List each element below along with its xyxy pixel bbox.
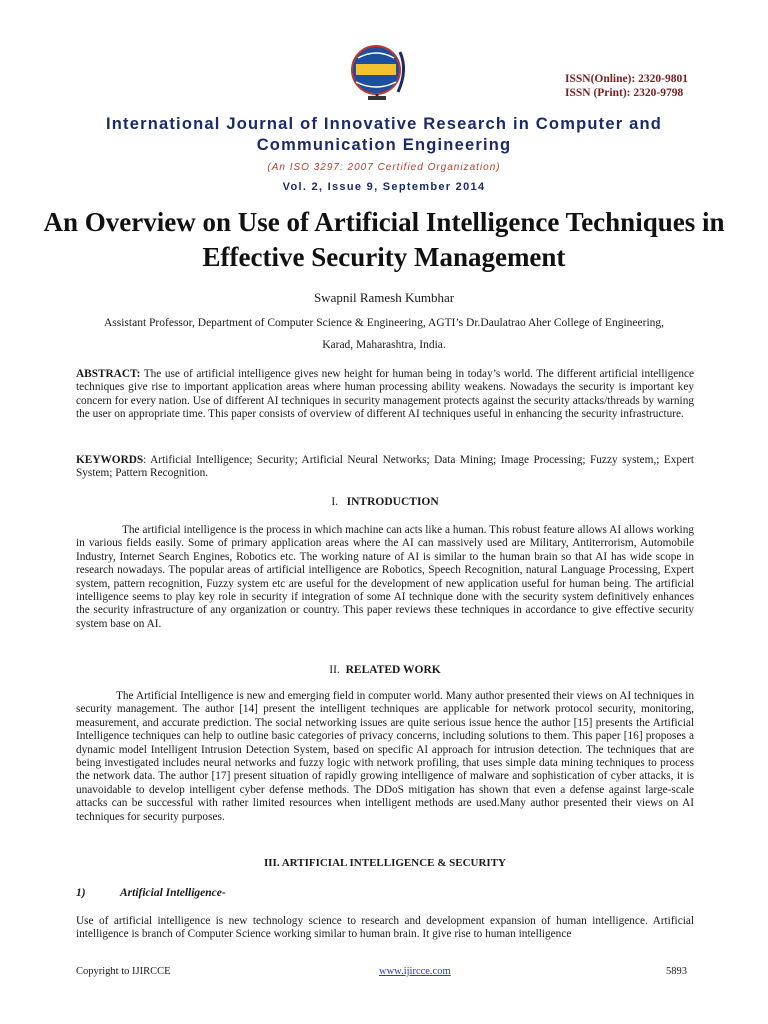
section-heading-related-work	[76, 664, 694, 676]
subsection-title: Artificial Intelligence-	[120, 887, 226, 899]
journal-title: International Journal of Innovative Research in Computer and Communication Engineering	[105, 115, 663, 154]
introduction-paragraph: The artificial intelligence is the process in which machine can acts like a human. This robust feature allows AI allows working in various fields easily. Some of primary application areas where the AI can massively used are Military, Antiterrorism, Automobile Industry, Internet Search Engines, Robotics etc. The working nature of AI is similar to the human brain so that AI has wide scope in research nowadays. The popular areas of artificial intelligence are Robotics, Speech Recognition, natural Language Processing, Expert system, pattern recognition, Fuzzy system etc are useful for the development of new application useful for human being. The artificial intelligence seems to play key role in security if integration of some AI technique done with the security system definitively enhances the security infrastructure of any organization or country. This paper reviews these techniques in accordance to give effective security system base on AI.	[76, 524, 694, 630]
abstract	[76, 368, 694, 422]
abstract-label: ABSTRACT:	[76, 368, 141, 380]
issn-block	[565, 72, 745, 100]
author-name: Swapnil Ramesh Kumbhar	[313, 290, 455, 305]
subsection-text: Use of artificial intelligence is new technology science to research and development expansion of human intelligence. Artificial intelligence is branch of Computer Science working similar to human brain. It give rise to human intelligence	[76, 915, 694, 941]
issn-online: ISSN(Online): 2320-9801	[565, 73, 688, 85]
related-work-text	[76, 690, 694, 824]
section-title: RELATED WORK	[345, 664, 441, 676]
keywords-label: KEYWORDS	[76, 454, 144, 466]
issn-print: ISSN (Print): 2320-9798	[565, 87, 684, 99]
journal-logo	[346, 42, 412, 104]
section-number: I.	[331, 496, 339, 508]
keywords-text: : Artificial Intelligence; Security; Artificial Neural Networks; Data Mining; Image Processing; Fuzzy system,; Expert System; Pattern Recognition.	[76, 454, 694, 480]
author-affiliation: Assistant Professor, Department of Computer Science & Engineering, AGTI’s Dr.Daulatrao Aher College of Engineering, Karad, Maharashtra, India.	[103, 317, 665, 351]
section-number: II.	[329, 664, 340, 676]
keywords	[76, 454, 694, 481]
subsection-number: 1)	[76, 887, 86, 899]
footer-website-link[interactable]: www.ijircce.com	[379, 966, 451, 977]
certification-note: (An ISO 3297: 2007 Certified Organization)	[267, 162, 501, 173]
section-heading-ai-security: III. ARTIFICIAL INTELLIGENCE & SECURITY	[264, 857, 506, 869]
section-heading-introduction	[76, 496, 694, 508]
section-title: INTRODUCTION	[346, 496, 439, 508]
abstract-text: The use of artificial intelligence gives new height for human being in today’s world. The different artificial intelligence techniques give rise to important application areas where human processing ability weakens. Nowadays the security is important key concern for every nation. Use of different AI techniques in security management protects against the security attacks/threads by warning the user on appropriate time. This paper consists of overview of different AI techniques useful in enhancing the security infrastructure.	[76, 368, 694, 421]
introduction-text	[76, 524, 694, 631]
volume-issue: Vol. 2, Issue 9, September 2014	[282, 181, 486, 193]
paper-title: An Overview on Use of Artificial Intelligence Techniques in Effective Security Management	[43, 207, 725, 272]
page-number: 5893	[666, 966, 687, 977]
related-work-paragraph: The Artificial Intelligence is new and emerging field in computer world. Many author presented their views on AI techniques in security management. The author [14] present the intelligent techniques are applicable for network protocol security, monitoring, measurement, and accurate prediction. The social networking issues are quite serious issue hence the author [15] presents the Artificial Intelligence techniques can help to outline basic categories of privacy concerns, including solutions to them. This paper [16] proposes a dynamic model Intelligent Intrusion Detection System, based on specific AI approach for intrusion detection. The techniques that are being investigated includes neural networks and fuzzy logic with network profiling, that uses simple data mining techniques to process the network data. The author [17] present situation of rapidly growing intelligence of malware and sophistication of cyber attacks, it is unavoidable to develop intelligent cyber defense methods. The DDoS mitigation has shown that even a defense against large-scale attacks can be successful with rather limited resources when intelligent methods are used.Many author presented their views on AI techniques for security purposes.	[76, 690, 694, 823]
footer-copyright: Copyright to IJIRCCE	[76, 966, 171, 977]
subsection-heading	[76, 887, 226, 899]
